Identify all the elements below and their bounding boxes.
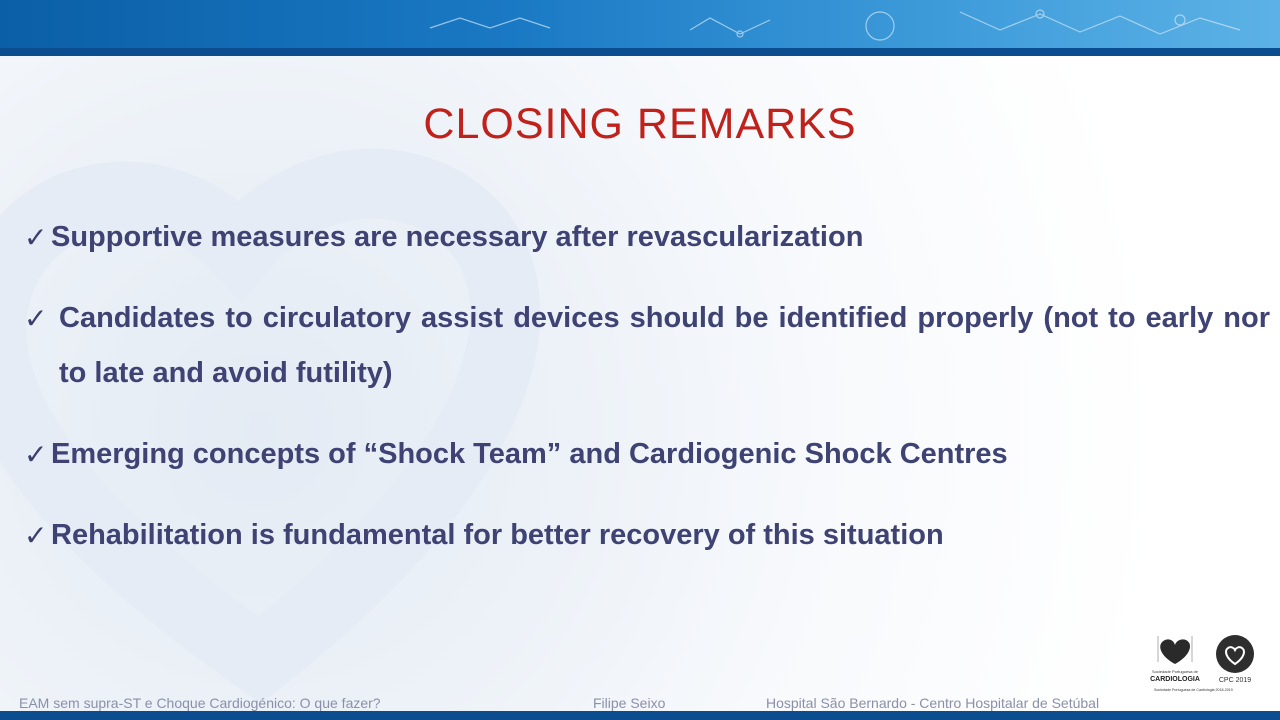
svg-text:CPC 2019: CPC 2019 (1218, 677, 1252, 684)
bullet-text: Supportive measures are necessary after revascularization (51, 221, 864, 253)
check-icon: ✓ (24, 438, 48, 471)
top-banner (0, 0, 1280, 56)
list-item (24, 427, 1270, 482)
cpc-logo-icon (1216, 635, 1254, 684)
check-icon: ✓ (24, 221, 48, 254)
logos (1148, 632, 1260, 698)
footer-hospital: Hospital São Bernardo - Centro Hospitalar de Setúbal (766, 695, 1100, 711)
banner-strip (0, 48, 1280, 56)
svg-text:CARDIOLOGIA: CARDIOLOGIA (1150, 676, 1200, 683)
slide-title: CLOSING REMARKS (423, 100, 857, 148)
svg-text:Sociedade Portuguesa de Cardio: Sociedade Portuguesa de Cardiologia 2018-2019 (1154, 688, 1233, 692)
list-item (24, 210, 1270, 265)
footer-presenter-name: Filipe Seixo (593, 695, 666, 711)
svg-text:Sociedade Portuguesa de: Sociedade Portuguesa de (1151, 669, 1199, 674)
list-item (24, 508, 1270, 563)
molecule-pattern-icon (0, 0, 1280, 48)
list-item (24, 291, 1270, 401)
check-icon: ✓ (24, 519, 48, 552)
footer-presentation-title: EAM sem supra-ST e Choque Cardiogénico: O que fazer? (19, 695, 381, 711)
check-icon: ✓ (24, 302, 48, 335)
bullet-list (24, 210, 1270, 589)
bullet-text: Emerging concepts of “Shock Team” and Cardiogenic Shock Centres (51, 438, 1008, 470)
bullet-text: Candidates to circulatory assist devices should be identified properly (not to early nor to late and avoid futility) (59, 302, 1270, 389)
bottom-banner-strip (0, 711, 1280, 720)
bullet-text: Rehabilitation is fundamental for better recovery of this situation (51, 519, 944, 551)
